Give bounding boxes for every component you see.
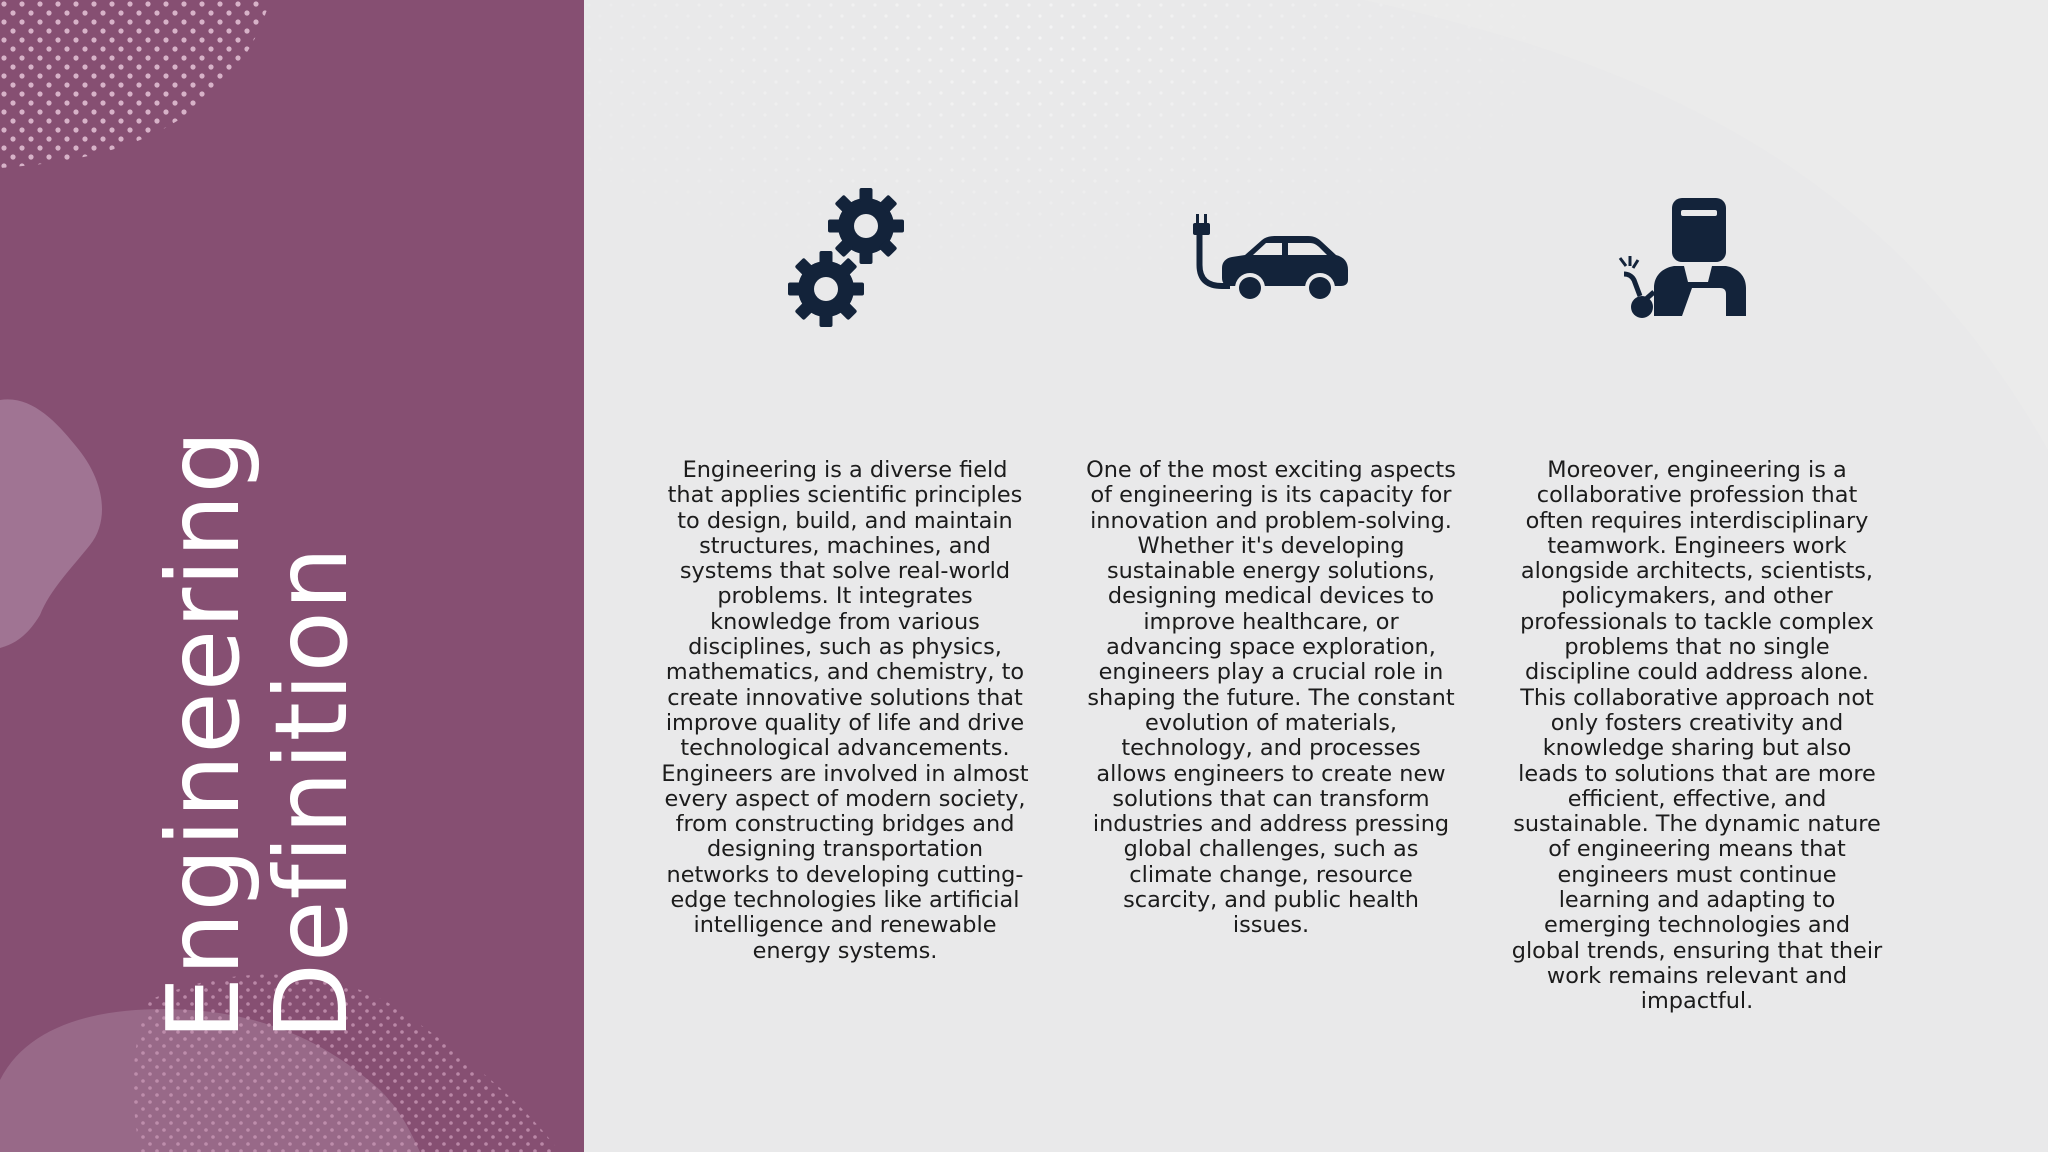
title-line-2: Definition: [253, 545, 370, 1040]
column-1-text: Engineering is a diverse field that applies scientific principles to design, build, and maintain structures, machines, and systems that solve real-world problems. It integrates knowledge from various disciplines, such as physics, mathematics, and chemistry, to create innovative solutions that improve quality of life and drive technological advancements. Engineers are involved in almost every aspect of modern society, from constructing bridges and designing transportation networks to developing cutting-edge technologies like artificial intelligence and renewable energy systems.: [661, 457, 1029, 964]
side-panel: [0, 0, 584, 1152]
slide-title: [145, 420, 370, 1040]
gears-icon: [786, 188, 906, 328]
title-line-1: Engineering: [145, 429, 262, 1040]
electric-car-icon: [1190, 210, 1350, 306]
welder-icon: [1616, 196, 1756, 320]
column-3-text: Moreover, engineering is a collaborative profession that often requires interdisciplinary teamwork. Engineers work alongside architects, scientists, policymakers, and other professionals to tackle complex problems that no single discipline could address alone. This collaborative approach not only fosters creativity and knowledge sharing but also leads to solutions that are more efficient, effective, and sustainable. The dynamic nature of engineering means that engineers must continue learning and adapting to emerging technologies and global trends, ensuring that their work remains relevant and impactful.: [1511, 457, 1883, 1015]
column-2-text: One of the most exciting aspects of engineering is its capacity for innovation and problem-solving. Whether it's developing sustainable energy solutions, designing medical devices to improve healthcare, or advancing space exploration, engineers play a crucial role in shaping the future. The constant evolution of materials, technology, and processes allows engineers to create new solutions that can transform industries and address pressing global challenges, such as climate change, resource scarcity, and public health issues.: [1086, 457, 1456, 939]
